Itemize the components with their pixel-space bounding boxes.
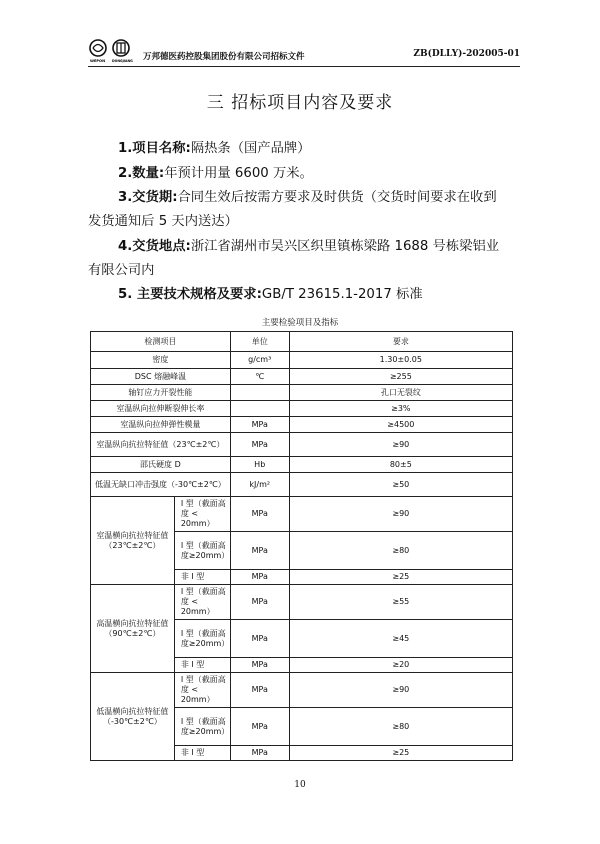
requirement-label: 1.项目名称: xyxy=(118,141,191,156)
table-header-row xyxy=(91,332,513,352)
sub-unit: MPa xyxy=(230,585,289,620)
sub-type: 非 I 型 xyxy=(174,570,230,585)
sub-requirement: ≥20 xyxy=(289,658,512,673)
row-item: 轴钉应力开裂性能 xyxy=(91,385,231,401)
header-item: 检测项目 xyxy=(91,332,231,352)
requirement-item xyxy=(88,259,154,278)
section-title: 三 招标项目内容及要求 xyxy=(206,93,394,113)
row-unit: g/cm³ xyxy=(230,352,289,369)
sub-type: 非 I 型 xyxy=(174,746,230,761)
row-requirement: 1.30±0.05 xyxy=(289,352,512,369)
sub-type: I 型（截面高度≥20mm） xyxy=(174,532,230,570)
sub-unit: MPa xyxy=(230,570,289,585)
header-title: 万邦德医药控股集团股份有限公司招标文件 xyxy=(143,52,305,62)
table-row xyxy=(91,369,513,385)
requirement-text: 年预计用量 6600 万米。 xyxy=(164,166,313,181)
requirement-label: 2.数量: xyxy=(118,166,165,181)
table-row xyxy=(91,585,513,620)
table-row xyxy=(91,473,513,497)
sub-unit: MPa xyxy=(230,620,289,658)
sub-requirement: ≥25 xyxy=(289,746,512,761)
table-row xyxy=(91,417,513,433)
row-requirement: 80±5 xyxy=(289,457,512,473)
requirement-item xyxy=(118,283,423,302)
sub-type: I 型（截面高度≥20mm） xyxy=(174,620,230,658)
inspection-table xyxy=(90,331,513,761)
header-unit: 单位 xyxy=(230,332,289,352)
row-requirement: 孔口无裂纹 xyxy=(289,385,512,401)
table-row xyxy=(91,352,513,369)
sub-unit: MPa xyxy=(230,497,289,532)
sub-type: I 型（截面高度≥20mm） xyxy=(174,708,230,746)
requirement-item xyxy=(118,162,313,181)
requirement-label: 3.交货期: xyxy=(118,190,178,205)
sub-requirement: ≥80 xyxy=(289,532,512,570)
row-item: 室温纵向抗拉特征值（23℃±2℃） xyxy=(91,433,231,457)
company-logo-icon xyxy=(88,38,138,64)
group-name: 低温横向抗拉特征值（-30℃±2℃） xyxy=(91,673,175,761)
table-row xyxy=(91,497,513,532)
row-item: 密度 xyxy=(91,352,231,369)
sub-requirement: ≥45 xyxy=(289,620,512,658)
requirement-text: 浙江省湖州市吴兴区织里镇栋梁路 1688 号栋梁铝业 xyxy=(190,239,500,254)
group-name: 室温横向抗拉特征值（23℃±2℃） xyxy=(91,497,175,585)
document-code: ZB(DLLY)-202005-01 xyxy=(413,49,520,59)
sub-type: I 型（截面高度 < 20mm） xyxy=(174,585,230,620)
requirement-text: 有限公司内 xyxy=(88,263,155,278)
requirement-item xyxy=(88,210,238,229)
sub-type: 非 I 型 xyxy=(174,658,230,673)
table-row xyxy=(91,385,513,401)
requirement-text: 发货通知后 5 天内送达） xyxy=(88,214,238,229)
requirement-item xyxy=(118,137,310,156)
row-item: 低温无缺口冲击强度（-30℃±2℃） xyxy=(91,473,231,497)
row-unit xyxy=(230,401,289,417)
sub-unit: MPa xyxy=(230,673,289,708)
requirement-item xyxy=(118,235,499,254)
sub-requirement: ≥80 xyxy=(289,708,512,746)
sub-requirement: ≥25 xyxy=(289,570,512,585)
page-number: 10 xyxy=(294,780,306,790)
sub-unit: MPa xyxy=(230,746,289,761)
row-unit: MPa xyxy=(230,417,289,433)
row-item: 邵氏硬度 D xyxy=(91,457,231,473)
row-requirement: ≥50 xyxy=(289,473,512,497)
sub-requirement: ≥55 xyxy=(289,585,512,620)
table-caption: 主要检验项目及指标 xyxy=(261,318,339,328)
sub-type: I 型（截面高度 < 20mm） xyxy=(174,497,230,532)
sub-requirement: ≥90 xyxy=(289,497,512,532)
table-row xyxy=(91,433,513,457)
row-item: 室温纵向拉伸断裂伸长率 xyxy=(91,401,231,417)
row-unit xyxy=(230,385,289,401)
requirement-label: 5. 主要技术规格及要求: xyxy=(118,287,262,302)
page-header xyxy=(88,36,520,67)
table-row xyxy=(91,401,513,417)
requirement-text: GB/T 23615.1-2017 标准 xyxy=(261,287,423,302)
row-item: DSC 熔融峰温 xyxy=(91,369,231,385)
row-unit: ℃ xyxy=(230,369,289,385)
requirement-label: 4.交货地点: xyxy=(118,239,191,254)
table-row xyxy=(91,457,513,473)
header-requirement: 要求 xyxy=(289,332,512,352)
row-unit: Hb xyxy=(230,457,289,473)
requirement-text: 合同生效后按需方要求及时供货（交货时间要求在收到 xyxy=(177,190,497,205)
row-item: 室温纵向拉伸弹性模量 xyxy=(91,417,231,433)
row-unit: MPa xyxy=(230,433,289,457)
table-row xyxy=(91,673,513,708)
row-requirement: ≥255 xyxy=(289,369,512,385)
row-requirement: ≥3% xyxy=(289,401,512,417)
sub-unit: MPa xyxy=(230,708,289,746)
group-name: 高温横向抗拉特征值（90℃±2℃） xyxy=(91,585,175,673)
sub-type: I 型（截面高度 < 20mm） xyxy=(174,673,230,708)
svg-text:DONGJIANG: DONGJIANG xyxy=(112,59,133,63)
row-requirement: ≥4500 xyxy=(289,417,512,433)
svg-text:WEPON: WEPON xyxy=(90,59,106,63)
sub-requirement: ≥90 xyxy=(289,673,512,708)
sub-unit: MPa xyxy=(230,532,289,570)
row-requirement: ≥90 xyxy=(289,433,512,457)
requirement-item xyxy=(118,186,497,205)
row-unit: kJ/m² xyxy=(230,473,289,497)
requirement-text: 隔热条（国产品牌） xyxy=(190,141,311,156)
sub-unit: MPa xyxy=(230,658,289,673)
